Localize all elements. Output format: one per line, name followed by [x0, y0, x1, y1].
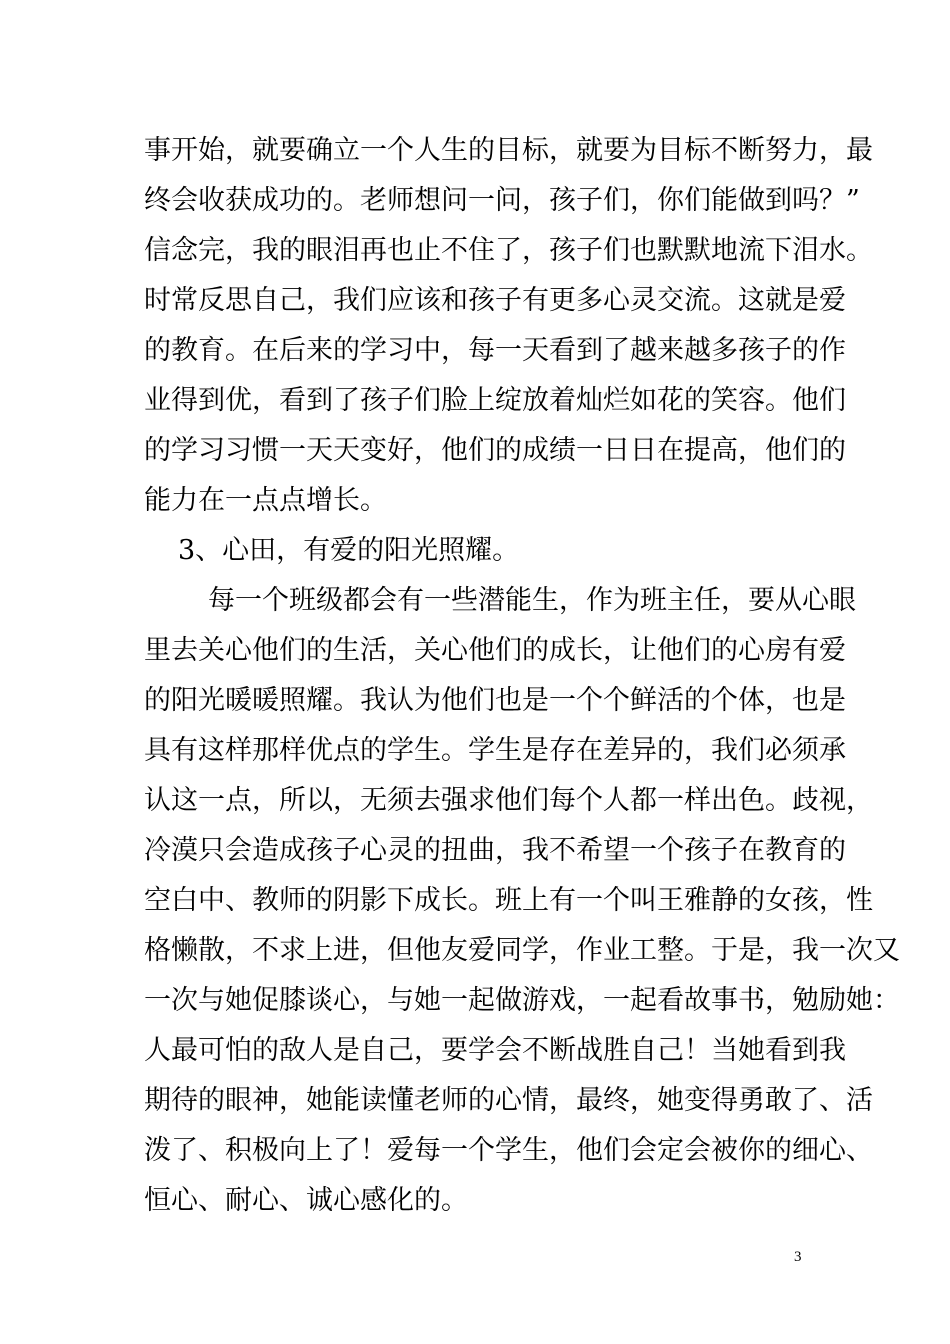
paragraph-line: 具有这样那样优点的学生。学生是存在差异的，我们必须承	[144, 735, 846, 766]
paragraph-line: 人最可怕的敌人是自己，要学会不断战胜自己！当她看到我	[144, 1035, 846, 1066]
paragraph-line: 业得到优，看到了孩子们脸上绽放着灿烂如花的笑容。他们	[144, 385, 846, 416]
paragraph-line: 泼了、积极向上了！爱每一个学生，他们会定会被你的细心、	[144, 1135, 873, 1166]
paragraph-line: 一次与她促膝谈心，与她一起做游戏，一起看故事书，勉励她：	[144, 985, 900, 1016]
paragraph-line: 每一个班级都会有一些潜能生，作为班主任，要从心眼	[208, 585, 856, 616]
paragraph-line: 期待的眼神，她能读懂老师的心情，最终，她变得勇敢了、活	[144, 1085, 873, 1116]
paragraph-line: 认这一点，所以，无须去强求他们每个人都一样出色。歧视，	[144, 785, 873, 816]
section-heading: 3、心田，有爱的阳光照耀。	[178, 535, 520, 566]
paragraph-line: 的教育。在后来的学习中，每一天看到了越来越多孩子的作	[144, 335, 846, 366]
paragraph-line: 信念完，我的眼泪再也止不住了，孩子们也默默地流下泪水。	[144, 235, 873, 266]
paragraph-line: 恒心、耐心、诚心感化的。	[144, 1185, 468, 1216]
paragraph-line: 格懒散，不求上进，但他友爱同学，作业工整。于是，我一次又	[144, 935, 900, 966]
paragraph-line: 的学习习惯一天天变好，他们的成绩一日日在提高，他们的	[144, 435, 846, 466]
page-number: 3	[794, 1249, 802, 1265]
paragraph-line: 冷漠只会造成孩子心灵的扭曲，我不希望一个孩子在教育的	[144, 835, 846, 866]
paragraph-line: 能力在一点点增长。	[144, 485, 387, 516]
paragraph-line: 事开始，就要确立一个人生的目标，就要为目标不断努力，最	[144, 135, 873, 166]
paragraph-line: 终会收获成功的。老师想问一问，孩子们，你们能做到吗？”	[144, 185, 860, 216]
paragraph-line: 空白中、教师的阴影下成长。班上有一个叫王雅静的女孩，性	[144, 885, 873, 916]
paragraph-line: 时常反思自己，我们应该和孩子有更多心灵交流。这就是爱	[144, 285, 846, 316]
paragraph-line: 的阳光暖暖照耀。我认为他们也是一个个鲜活的个体，也是	[144, 685, 846, 716]
paragraph-line: 里去关心他们的生活，关心他们的成长，让他们的心房有爱	[144, 635, 846, 666]
